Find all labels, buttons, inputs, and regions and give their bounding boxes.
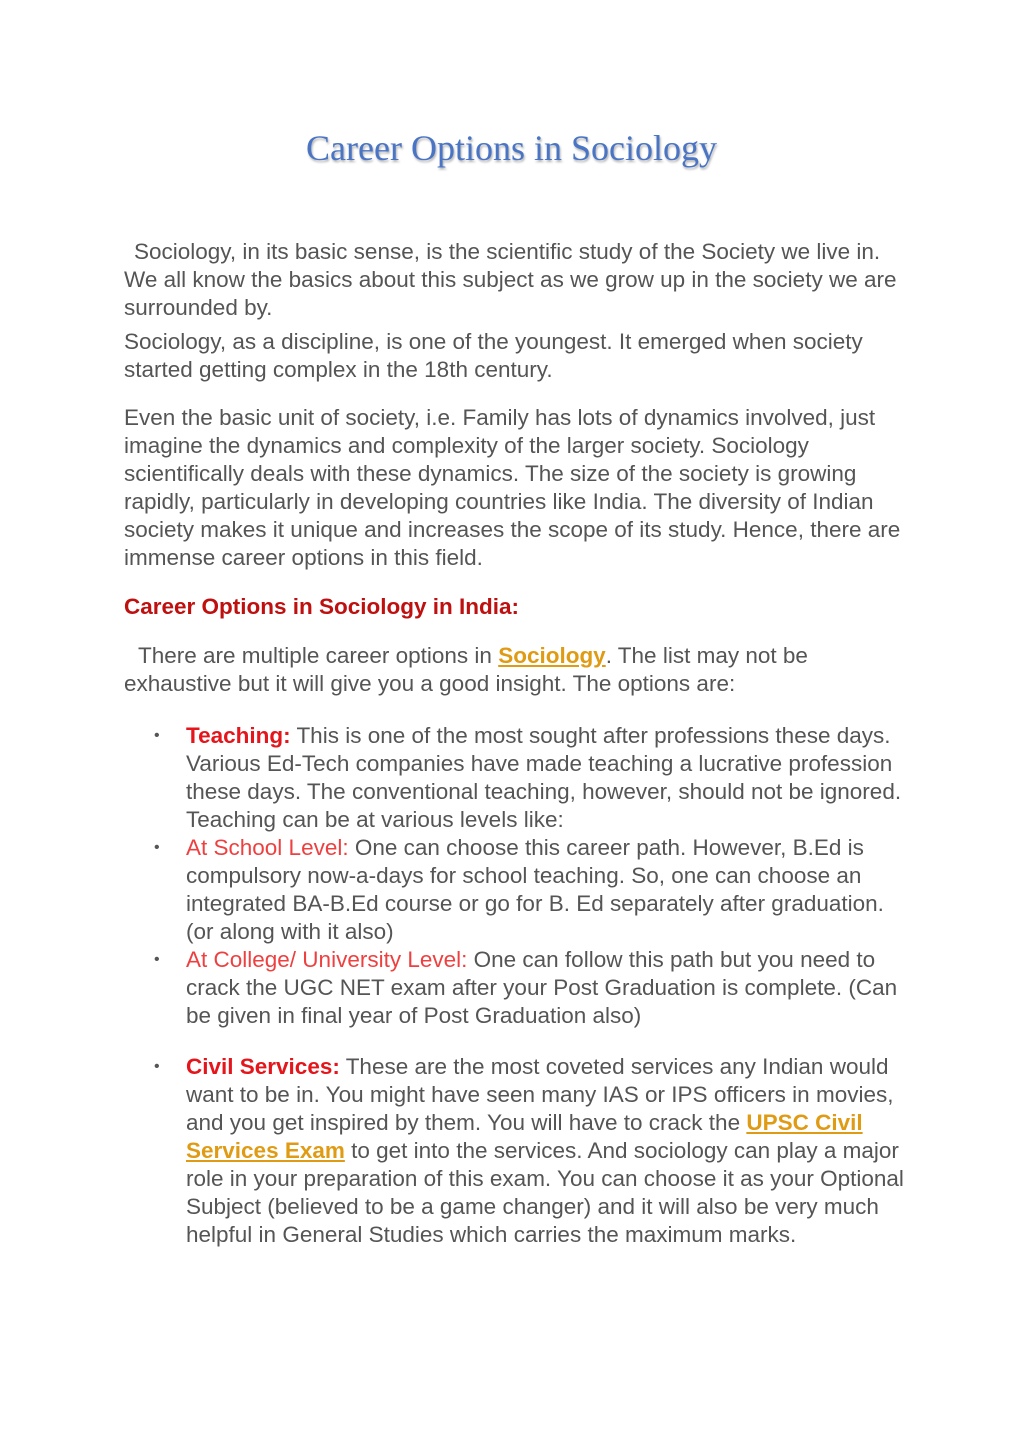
upsc-exam-link[interactable]: UPSC Civil Services Exam [186,1110,863,1163]
intro-paragraph-2: Sociology, as a discipline, is one of the youngest. It emerged when society started getting complex in the 18th century. [124,329,863,382]
item-text: One can choose this career path. However, B.Ed is compulsory now-a-days for school teaching. So, one can choose an integrated BA-B.Ed course or go for B. Ed separately after graduation. (or along with it also) [186,835,884,944]
article-body [124,238,914,1249]
list-item-teaching [124,722,914,834]
item-text-before: These are the most coveted services any Indian would want to be in. You might have seen many IAS or IPS officers in movies, and you get inspired by them. You will have to crack the [186,1054,894,1135]
list-item-civil-services [124,1053,914,1249]
item-text-after: to get into the services. And sociology can play a major role in your preparation of this exam. You can choose it as your Optional Subject (believed to be a game changer) and it will also be very much helpful in General Studies which carries the maximum marks. [186,1138,904,1247]
career-options-list [124,722,914,1030]
career-options-list-2 [124,1053,914,1249]
bullet-icon: • [154,839,160,856]
intro-paragraph-3: Even the basic unit of society, i.e. Family has lots of dynamics involved, just imagine the dynamics and complexity of the larger society. Sociology scientifically deals with these dynamics. The size of the society is growing rapidly, particularly in developing countries like India. The diversity of Indian society makes it unique and increases the scope of its study. Hence, there are immense career options in this field. [124,405,901,570]
item-text: This is one of the most sought after professions these days. Various Ed-Tech companies have made teaching a lucrative profession these days. The conventional teaching, however, should not be ignored. Teaching can be at various levels like: [186,723,902,832]
item-label: At School Level: [186,835,349,860]
bullet-icon: • [154,1058,160,1075]
item-text: One can follow this path but you need to crack the UGC NET exam after your Post Graduation is complete. (Can be given in final year of Post Graduation also) [186,947,898,1028]
bullet-icon: • [154,727,160,744]
bullet-icon: • [154,951,160,968]
list-item-school-level [124,834,914,946]
options-intro-paragraph [124,642,914,698]
page-title: Career Options in Sociology [306,128,717,168]
list-item-college-level [124,946,914,1030]
item-label: At College/ University Level: [186,947,468,972]
sociology-link[interactable]: Sociology [498,643,606,668]
intro-paragraph-1: Sociology, in its basic sense, is the scientific study of the Society we live in. We all know the basics about this subject as we grow up in the society we are surrounded by. [124,239,897,320]
options-intro-before: There are multiple career options in [138,643,499,668]
item-label: Civil Services: [186,1054,340,1079]
item-label: Teaching: [186,723,291,748]
options-intro-after: . The list may not be exhaustive but it will give you a good insight. The options are: [124,643,808,696]
section-heading: Career Options in Sociology in India: [124,594,520,619]
